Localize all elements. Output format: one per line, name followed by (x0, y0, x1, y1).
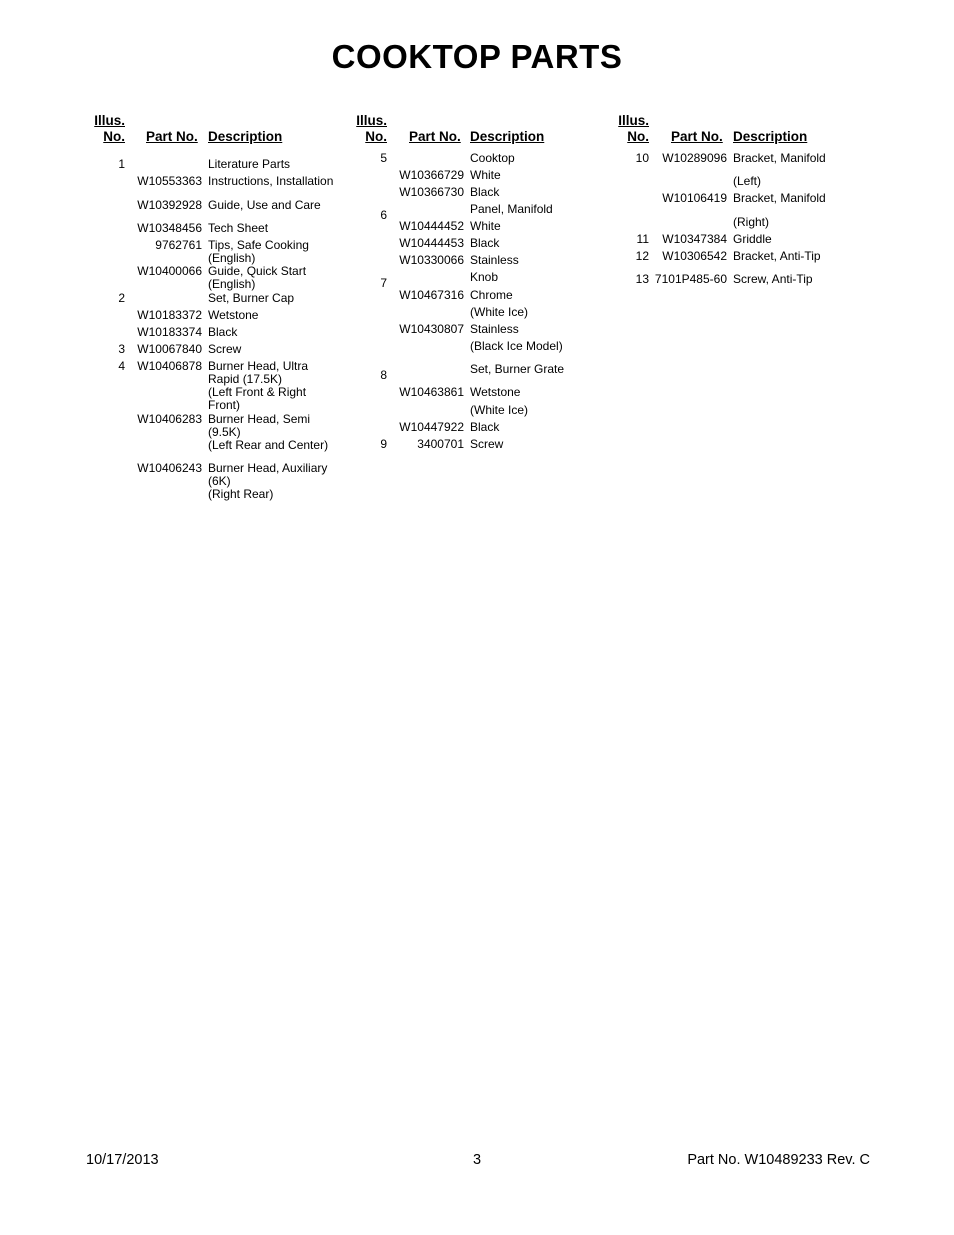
part-description: White (470, 219, 501, 233)
part-description: (Left) (733, 174, 762, 188)
part-description: Wetstone (470, 385, 521, 399)
part-description: Burner Head, Ultra (208, 359, 309, 373)
part-description: Rapid (17.5K) (208, 372, 283, 386)
header-description: Description (208, 129, 283, 144)
part-description: Black (470, 236, 500, 250)
part-description: Bracket, Anti-Tip (733, 249, 821, 263)
illus-number: 10 (635, 151, 649, 165)
part-description: (White Ice) (470, 305, 529, 319)
part-number: W10366729 (399, 168, 464, 182)
part-description: Burner Head, Auxiliary (208, 461, 328, 475)
part-description: Bracket, Manifold (733, 151, 826, 165)
part-number: W10444452 (399, 219, 464, 233)
part-description: Burner Head, Semi (208, 412, 311, 426)
part-number: W10444453 (399, 236, 464, 250)
part-number: W10406283 (137, 412, 202, 426)
footer-page-number: 3 (473, 1152, 482, 1168)
header-part-no: Part No. (146, 129, 198, 144)
illus-number: 6 (380, 208, 387, 222)
part-description: Screw (470, 437, 504, 451)
part-description: Screw (208, 342, 242, 356)
part-description: (Black Ice Model) (470, 339, 563, 353)
footer-date: 10/17/2013 (86, 1152, 159, 1168)
part-description: Knob (470, 270, 499, 284)
part-description: Black (470, 420, 500, 434)
page-title: COOKTOP PARTS (331, 38, 623, 75)
part-number: W10447922 (399, 420, 464, 434)
illus-number: 2 (118, 291, 125, 305)
part-number: W10463861 (399, 385, 464, 399)
part-description: Literature Parts (208, 157, 291, 171)
part-number: W10400066 (137, 264, 202, 278)
part-description: Black (208, 325, 238, 339)
part-description: Guide, Quick Start (208, 264, 307, 278)
part-number: W10306542 (662, 249, 727, 263)
part-number: 7101P485-60 (654, 272, 727, 286)
part-description: Griddle (733, 232, 772, 246)
part-number: W10406878 (137, 359, 202, 373)
part-number: 9762761 (155, 238, 202, 252)
part-description: Tech Sheet (208, 221, 269, 235)
part-description: (Left Front & Right (208, 385, 307, 399)
part-number: W10392928 (137, 198, 202, 212)
part-number: W10106419 (662, 191, 727, 205)
header-illus: Illus. No. (94, 113, 125, 144)
part-description: Tips, Safe Cooking (208, 238, 309, 252)
header-description: Description (470, 129, 545, 144)
part-number: W10183374 (137, 325, 202, 339)
header-part-no: Part No. (671, 129, 723, 144)
illus-number: 13 (635, 272, 649, 286)
header-illus: Illus. No. (356, 113, 387, 144)
part-number: W10067840 (137, 342, 202, 356)
part-description: Cooktop (470, 151, 515, 165)
illus-number: 3 (118, 342, 125, 356)
part-description: Black (470, 185, 500, 199)
part-description: (English) (208, 251, 256, 265)
illus-number: 8 (380, 368, 387, 382)
part-description: White (470, 168, 501, 182)
part-number: W10183372 (137, 308, 202, 322)
illus-number: 12 (635, 249, 649, 263)
illus-number: 1 (118, 157, 125, 171)
part-description: Screw, Anti-Tip (733, 272, 813, 286)
part-description: (6K) (208, 474, 231, 488)
part-description: Wetstone (208, 308, 259, 322)
part-description: Stainless (470, 253, 519, 267)
part-number: W10330066 (399, 253, 464, 267)
part-number: W10289096 (662, 151, 727, 165)
part-description: Stainless (470, 322, 519, 336)
part-description: (9.5K) (208, 425, 241, 439)
part-number: W10348456 (137, 221, 202, 235)
illus-number: 9 (380, 437, 387, 451)
part-description: Set, Burner Cap (208, 291, 295, 305)
part-number: W10366730 (399, 185, 464, 199)
part-description: (White Ice) (470, 403, 529, 417)
part-description: (Right Rear) (208, 487, 274, 501)
part-description: Front) (208, 398, 241, 412)
part-number: W10347384 (662, 232, 727, 246)
illus-number: 5 (380, 151, 387, 165)
illus-number: 7 (380, 276, 387, 290)
illus-number: 11 (636, 232, 649, 246)
part-description: Chrome (470, 288, 513, 302)
part-description: (Left Rear and Center) (208, 438, 329, 452)
part-description: Instructions, Installation (208, 174, 334, 188)
part-description: (English) (208, 277, 256, 291)
header-description: Description (733, 129, 808, 144)
footer-part-number: Part No. W10489233 Rev. C (687, 1152, 870, 1168)
part-description: Set, Burner Grate (470, 362, 565, 376)
part-number: W10430807 (399, 322, 464, 336)
part-description: (Right) (733, 215, 770, 229)
part-number: 3400701 (417, 437, 464, 451)
part-description: Guide, Use and Care (208, 198, 321, 212)
header-illus: Illus. No. (618, 113, 649, 144)
part-description: Bracket, Manifold (733, 191, 826, 205)
part-description: Panel, Manifold (470, 202, 553, 216)
illus-number: 4 (118, 359, 125, 373)
part-number: W10467316 (399, 288, 464, 302)
header-part-no: Part No. (409, 129, 461, 144)
part-number: W10553363 (137, 174, 202, 188)
part-number: W10406243 (137, 461, 202, 475)
